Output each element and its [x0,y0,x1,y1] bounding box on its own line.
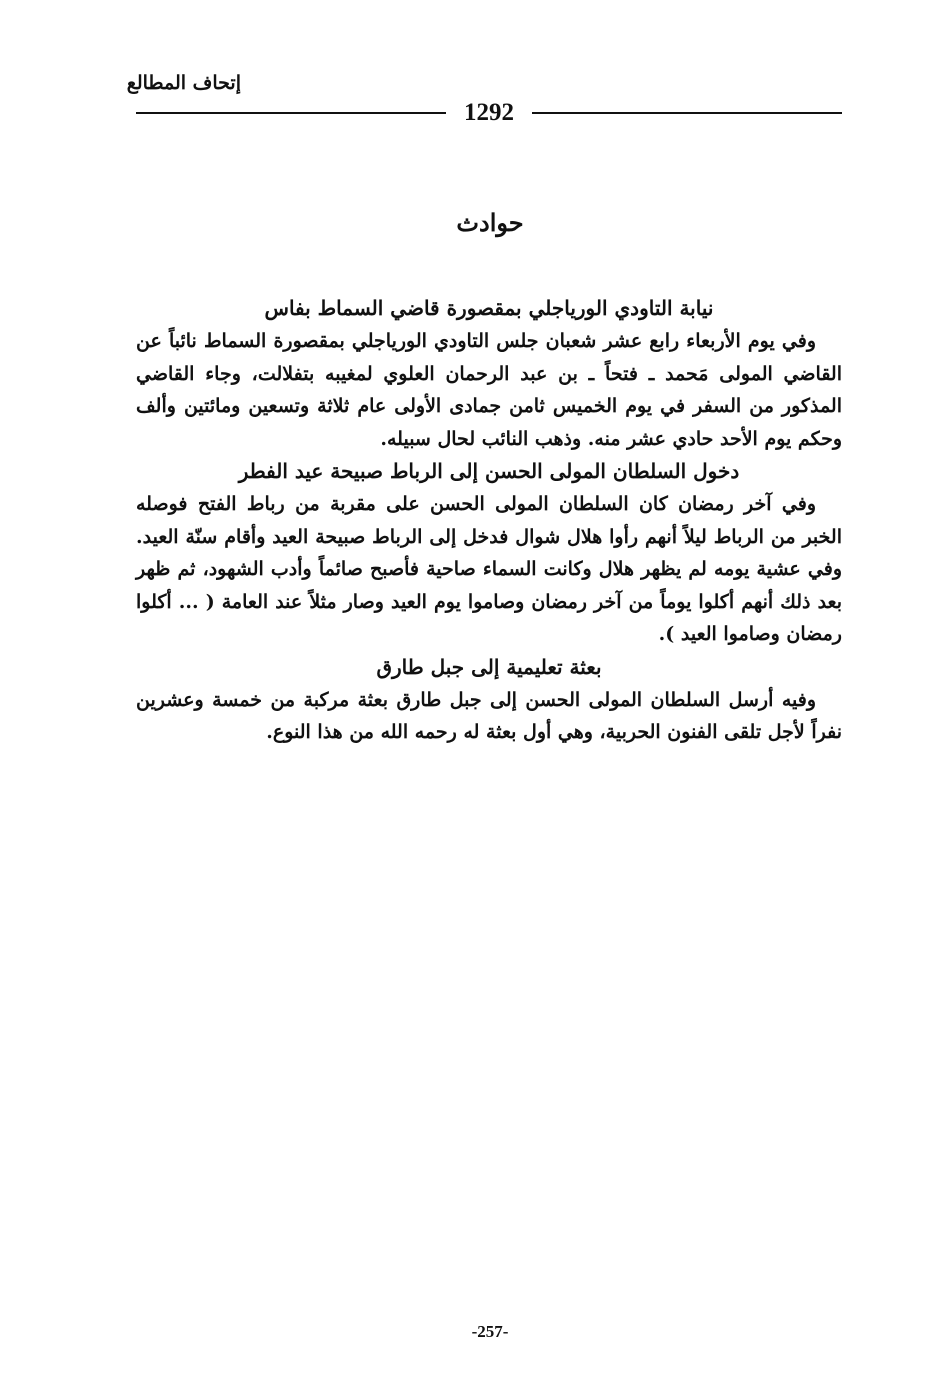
rule-line-left [136,112,446,114]
main-content [136,292,842,749]
article-heading-1: نيابة التاودي الورياجلي بمقصورة قاضي السماط بفاس [264,296,714,320]
article-body-3: وفيه أرسل السلطان المولى الحسن إلى جبل طارق بعثة مركبة من خمسة وعشرين نفراً لأجل تلقى الفنون الحربية، وهي أول بعثة له رحمه الله من هذا النوع. [136,688,842,743]
year-heading: 1292 [464,99,514,126]
section-title: حوادث [456,208,524,237]
article-body-2: وفي آخر رمضان كان السلطان المولى الحسن على مقربة من رباط الفتح فوصله الخبر من الرباط ليلاً أنهم رأوا هلال شوال فدخل إلى الرباط صبيحة العيد وأقام سنّة العيد. وفي عشية يومه لم يظهر هلال وكانت السماء صاحية فأصبح صائماً وأدب الشهود، ثم ظهر بعد ذلك أنهم أكلوا يوماً من آخر رمضان وصاموا يوم العيد وصار مثلاً عند العامة ( ... أكلوا رمضان وصاموا العيد ). [136,493,842,645]
running-title: إتحاف المطالع [126,72,241,94]
year-rule [136,96,842,130]
article-heading-2: دخول السلطان المولى الحسن إلى الرباط صبيحة عيد الفطر [238,459,740,483]
article-body-1: وفي يوم الأربعاء رابع عشر شعبان جلس التاودي الورياجلي بمقصورة السماط نائباً عن القاضي المولى مَحمد ـ فتحاً ـ بن عبد الرحمان العلوي لمغيبه بتفلالت، وجاء القاضي المذكور من السفر في يوم الخميس ثامن جمادى الأولى عام ثلاثة وتسعين ومائتين وألف وحكم يوم الأحد حادي عشر منه. وذهب النائب لحال سبيله. [136,330,842,450]
page-number: -257- [471,1322,509,1341]
rule-line-right [532,112,842,114]
article-heading-3: بعثة تعليمية إلى جبل طارق [376,654,602,679]
